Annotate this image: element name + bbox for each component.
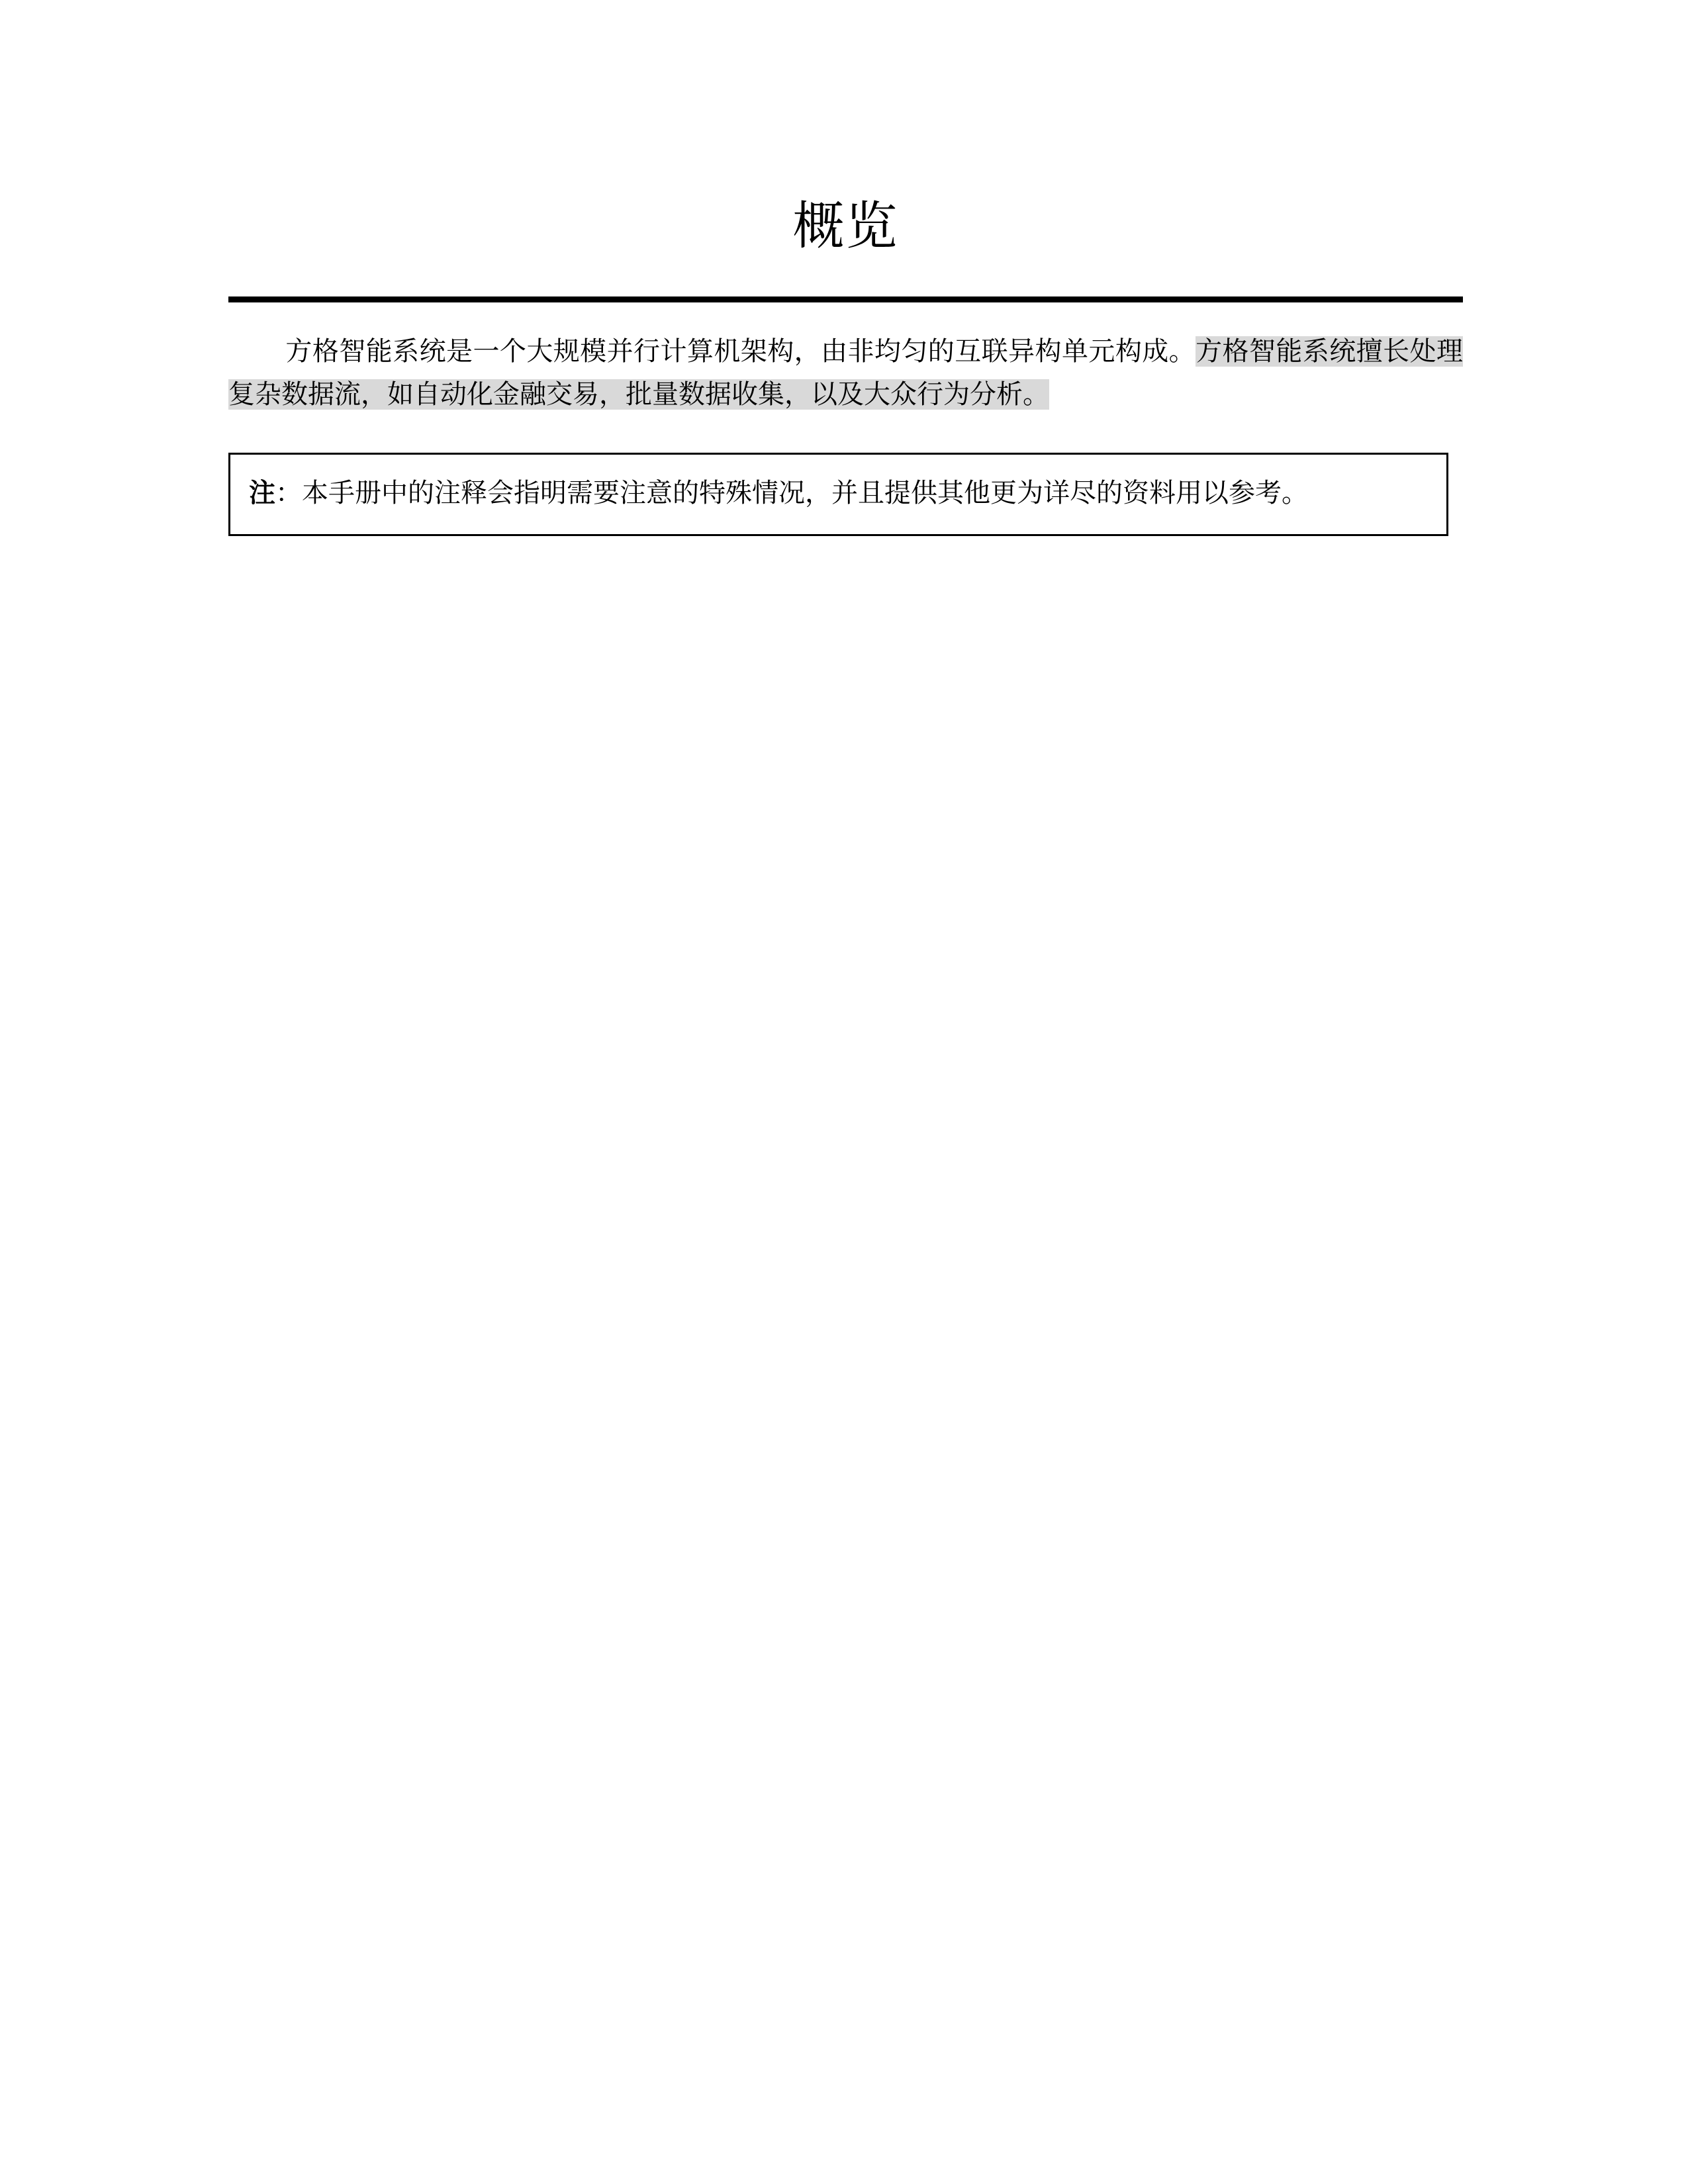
paragraph-segment-highlighted: 方格智能系统擅长处理复杂数据流，如自动化金融交易，批量数据收集，以及大众行为分析。 — [228, 336, 1464, 410]
page-title: 概览 — [792, 197, 899, 256]
note-label: 注 — [249, 477, 275, 509]
document-content — [228, 199, 1463, 536]
overview-paragraph — [228, 330, 1463, 416]
note-box — [228, 453, 1448, 536]
note-separator: ： — [275, 478, 302, 509]
note-text — [249, 472, 1428, 514]
paragraph-segment-plain: 方格智能系统是一个大规模并行计算机架构，由非均匀的互联异构单元构成。 — [285, 336, 1196, 367]
note-body: 本手册中的注释会指明需要注意的特殊情况，并且提供其他更为详尽的资料用以参考。 — [302, 478, 1308, 509]
title-divider — [228, 296, 1463, 302]
